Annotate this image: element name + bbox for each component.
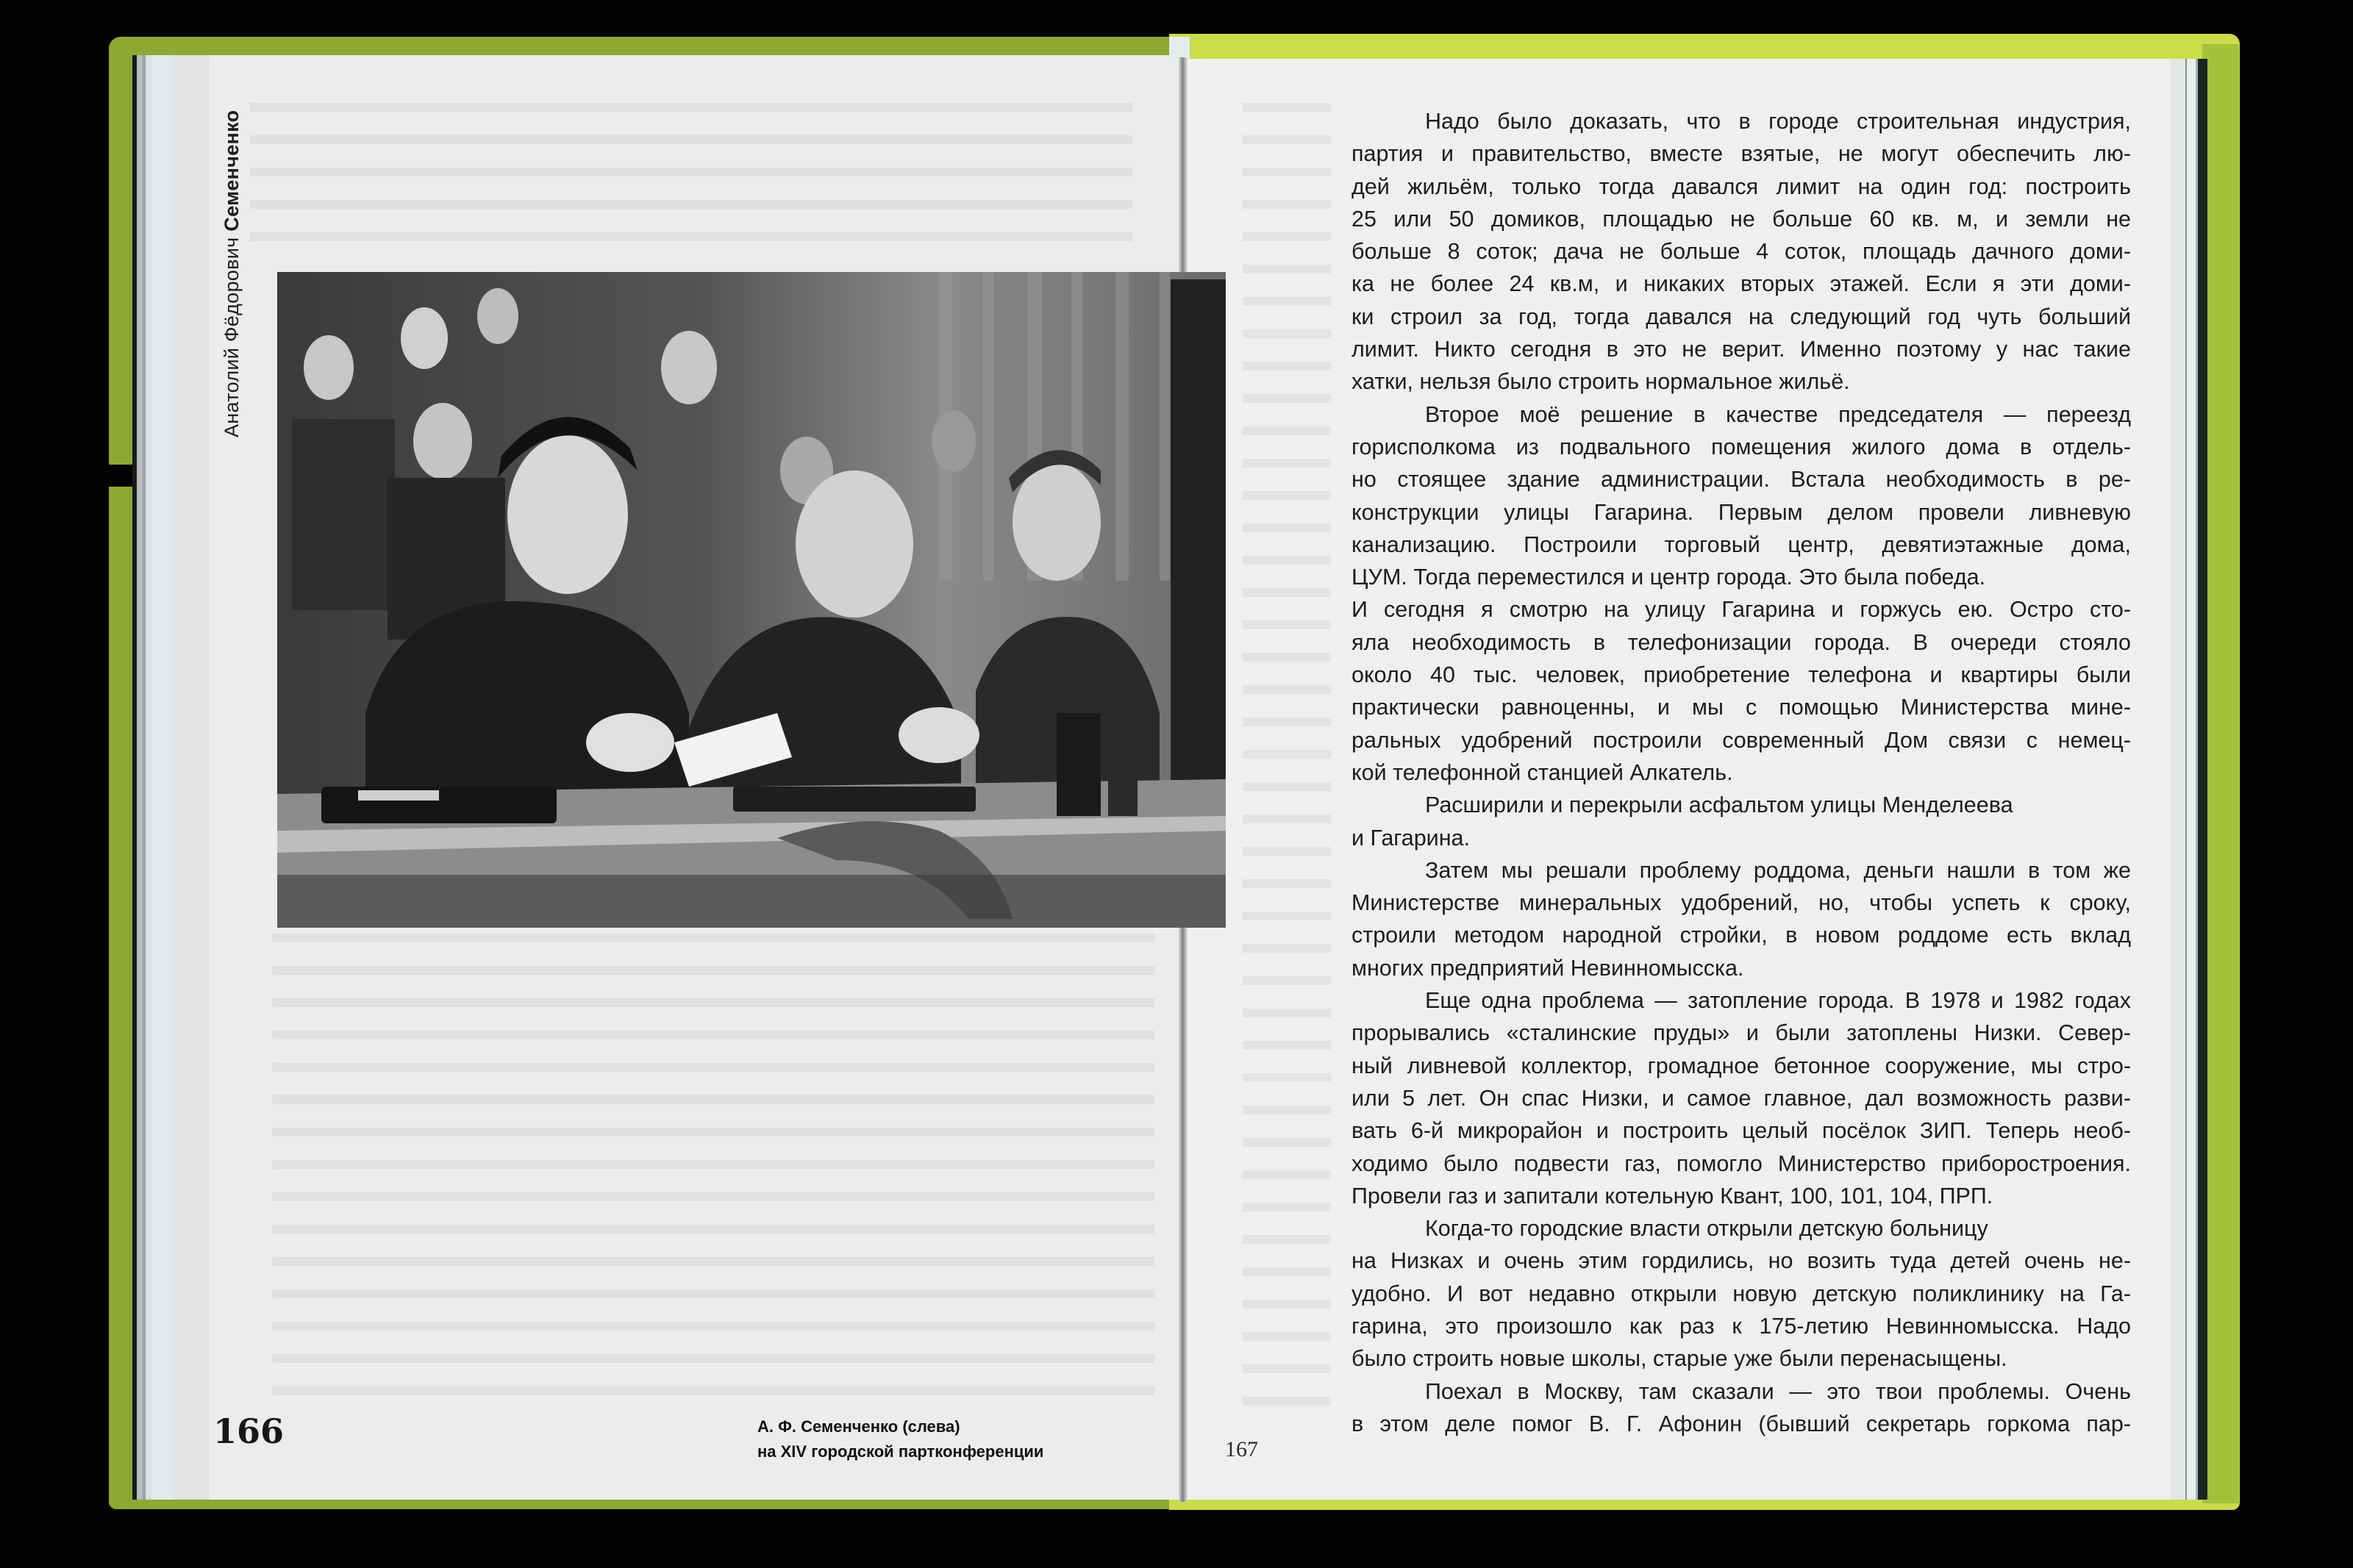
text-line: Расширили и перекрыли асфальтом улицы Менделеева [1425,792,2013,818]
text-line: прорывались «сталинские пруды» и были затоплены Низки. Север- [1352,1020,2131,1046]
text-line: но стоящее здание администрации. Встала необходимость в ре- [1352,467,2131,493]
text-line: Министерстве минеральных удобрений, но, чтобы успеть к сроку, [1352,890,2131,916]
photo-illustration [277,272,1226,928]
text-line: горисполкома из подвального помещения жилого дома в отдель- [1352,434,2131,459]
text-line: ЦУМ. Тогда переместился и центр города. Это была победа. [1352,565,1986,590]
text-line: Затем мы решали проблему роддома, деньги нашли в том же [1425,857,2131,883]
text-line: практически равноценны, и мы с помощью Министерства мине- [1352,695,2131,720]
text-line: ка не более 24 кв.м, и никаких вторых этажей. Если я эти доми- [1352,271,2131,297]
text-line: яла необходимость в телефонизации города. В очереди стояло [1352,629,2131,655]
text-line: Надо было доказать, что в городе строительная индустрия, [1425,109,2131,134]
page-stack-edge-right [2171,59,2207,1500]
text-line: ки строил за год, тогда давался на следующий год чуть больший [1352,304,2131,329]
text-line: Поехал в Москву, там сказали — это твои проблемы. Очень [1425,1378,2131,1404]
text-line: было строить новые школы, старые уже были перенасыщены. [1352,1346,2007,1372]
text-line: дей жильём, только тогда давался лимит на один год: построить [1352,173,2131,199]
text-line: или 5 лет. Он спас Низки, и самое главное, дал возможность разви- [1352,1085,2131,1111]
text-line: Второе моё решение в качестве председателя — переезд [1425,401,2131,427]
caption-line-1: А. Ф. Семенченко (слева) [757,1417,960,1436]
text-line: ральных удобрений построили современный Дом связи с немец- [1352,727,2131,753]
text-line: Провели газ и запитали котельную Квант, 100, 101, 104, ПРП. [1352,1183,1993,1209]
body-text [1352,105,2131,1440]
text-line: партия и правительство, вместе взятые, не могут обеспечить лю- [1352,141,2131,167]
text-line: ходимо было подвести газ, помогло Министерство приборостроения. [1352,1150,2131,1176]
text-line: около 40 тыс. человек, приобретение телефона и квартиры были [1352,662,2131,688]
photo-caption [757,1414,1043,1464]
text-line: и Гагарина. [1352,825,1470,851]
text-line: канализацию. Построили торговый центр, девятиэтажные дома, [1352,531,2131,557]
text-line: гарина, это произошло как раз к 175-летию Невинномысска. Надо [1352,1313,2131,1339]
desk-bottle [1057,713,1101,816]
book-cover-edge [2202,44,2239,1503]
text-line: хатки, нельзя было строить нормальное жильё. [1352,369,1850,395]
text-line: строили методом народной стройки, в новом роддоме есть вклад [1352,923,2131,948]
text-line: вать 6-й микрорайон и построить целый посёлок ЗИП. Теперь необ- [1352,1118,2131,1144]
text-line: Еще одна проблема — затопление города. В 1978 и 1982 годах [1425,988,2131,1014]
caption-line-2: на XIV городской партконференции [757,1442,1044,1461]
text-line: ный ливневой коллектор, громадное бетонное сооружение, мы стро- [1352,1053,2131,1078]
text-line: И сегодня я смотрю на улицу Гагарина и горжусь ею. Остро сто- [1352,597,2131,623]
conference-photo [277,272,1226,928]
cover-notch [109,465,132,487]
text-line: лимит. Никто сегодня в это не верит. Именно поэтому у нас такие [1352,337,2131,362]
text-line: больше 8 соток; дача не больше 4 соток, площадь дачного доми- [1352,239,2131,265]
page-number-right: 167 [1225,1437,1258,1461]
author-surname: Семенченко [221,110,243,232]
spine-top [1169,37,1190,59]
text-line: удобно. И вот недавно открыли новую детскую поликлинику на Га- [1352,1281,2131,1306]
text-line: многих предприятий Невинномысска. [1352,955,1744,981]
author-first-names: Анатолий Фёдорович [221,237,243,437]
text-line: 25 или 50 домиков, площадью не больше 60 кв. м, и земли не [1352,206,2131,232]
running-head [221,110,243,437]
text-line: Когда-то городские власти открыли детскую больницу [1425,1216,1988,1242]
page-stack-edge-left [132,55,173,1500]
text-line: на Низках и очень этим гордились, но возить туда детей очень не- [1352,1248,2131,1274]
text-line: в этом деле помог В. Г. Афонин (бывший секретарь горкома пар- [1352,1411,2131,1436]
text-line: кой телефонной станцией Алкатель. [1352,759,1733,785]
text-line: конструкции улицы Гагарина. Первым делом провели ливневую [1352,499,2131,525]
page-number-left: 166 [213,1411,285,1451]
page-margin-shade [173,55,210,1500]
